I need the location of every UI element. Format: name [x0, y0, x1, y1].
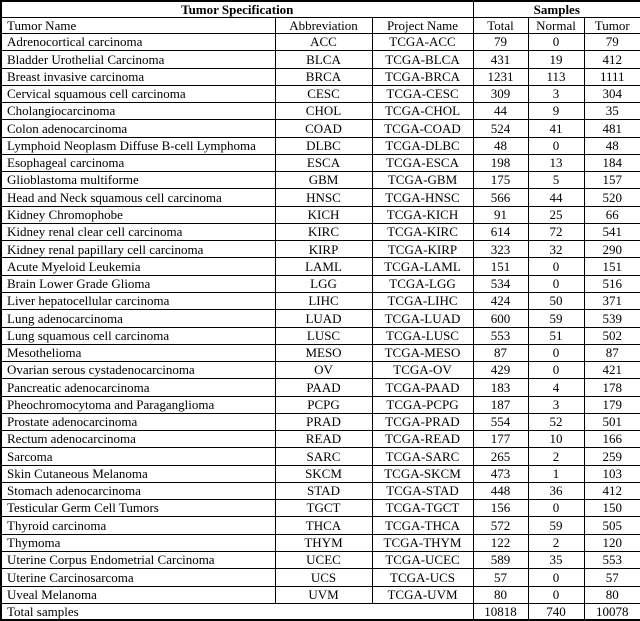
- normal-cell: 0: [528, 275, 584, 292]
- normal-cell: 25: [528, 206, 584, 223]
- project-name-cell: TCGA-BRCA: [372, 68, 473, 85]
- tumor-name-cell: Thyroid carcinoma: [1, 517, 275, 534]
- table-row: [1, 379, 640, 396]
- table-row: [1, 362, 640, 379]
- tumor-cell: 539: [584, 310, 640, 327]
- abbreviation-cell: CESC: [275, 85, 372, 102]
- tumor-name-cell: Thymoma: [1, 534, 275, 551]
- tumor-name-cell: Breast invasive carcinoma: [1, 68, 275, 85]
- total-cell: 265: [473, 448, 528, 465]
- normal-cell: 32: [528, 241, 584, 258]
- normal-cell: 9: [528, 103, 584, 120]
- project-name-cell: TCGA-MESO: [372, 344, 473, 361]
- project-name-cell: TCGA-TGCT: [372, 500, 473, 517]
- tumor-cell: 66: [584, 206, 640, 223]
- tumor-cell: 166: [584, 431, 640, 448]
- table-row: [1, 431, 640, 448]
- table-row: [1, 189, 640, 206]
- tumor-cell: 501: [584, 413, 640, 430]
- abbreviation-cell: GBM: [275, 172, 372, 189]
- normal-cell: 72: [528, 223, 584, 240]
- total-cell: 473: [473, 465, 528, 482]
- total-cell: 553: [473, 327, 528, 344]
- table-row: [1, 310, 640, 327]
- normal-cell: 0: [528, 137, 584, 154]
- abbreviation-cell: LGG: [275, 275, 372, 292]
- normal-cell: 59: [528, 517, 584, 534]
- project-name-cell: TCGA-COAD: [372, 120, 473, 137]
- abbreviation-cell: UCEC: [275, 551, 372, 568]
- normal-cell: 0: [528, 258, 584, 275]
- table-footer: [1, 604, 640, 621]
- tumor-name-cell: Liver hepatocellular carcinoma: [1, 292, 275, 309]
- tumor-name-cell: Uterine Carcinosarcoma: [1, 569, 275, 586]
- tumor-cell: 290: [584, 241, 640, 258]
- total-cell: 151: [473, 258, 528, 275]
- project-name-cell: TCGA-UVM: [372, 586, 473, 604]
- project-name-cell: TCGA-THYM: [372, 534, 473, 551]
- table-row: [1, 448, 640, 465]
- tumor-name-cell: Brain Lower Grade Glioma: [1, 275, 275, 292]
- abbreviation-cell: READ: [275, 431, 372, 448]
- project-name-cell: TCGA-ACC: [372, 34, 473, 51]
- abbreviation-cell: STAD: [275, 482, 372, 499]
- normal-cell: 3: [528, 396, 584, 413]
- total-cell: 80: [473, 586, 528, 604]
- tumor-name-cell: Testicular Germ Cell Tumors: [1, 500, 275, 517]
- normal-cell: 36: [528, 482, 584, 499]
- total-cell: 198: [473, 154, 528, 171]
- abbreviation-cell: SARC: [275, 448, 372, 465]
- table-row: [1, 68, 640, 85]
- table-row: [1, 275, 640, 292]
- total-cell: 79: [473, 34, 528, 51]
- col-header-total: Total: [473, 18, 528, 34]
- tumor-cell: 120: [584, 534, 640, 551]
- tumor-name-cell: Glioblastoma multiforme: [1, 172, 275, 189]
- project-name-cell: TCGA-THCA: [372, 517, 473, 534]
- total-cell: 534: [473, 275, 528, 292]
- abbreviation-cell: BLCA: [275, 51, 372, 68]
- tumor-name-cell: Ovarian serous cystadenocarcinoma: [1, 362, 275, 379]
- table-body: [1, 34, 640, 604]
- tumor-name-cell: Adrenocortical carcinoma: [1, 34, 275, 51]
- total-cell: 448: [473, 482, 528, 499]
- total-cell: 156: [473, 500, 528, 517]
- tumor-cell: 505: [584, 517, 640, 534]
- normal-cell: 1: [528, 465, 584, 482]
- normal-cell: 0: [528, 362, 584, 379]
- project-name-cell: TCGA-READ: [372, 431, 473, 448]
- tumor-cell: 259: [584, 448, 640, 465]
- tumor-cell: 157: [584, 172, 640, 189]
- abbreviation-cell: LUAD: [275, 310, 372, 327]
- table-row: [1, 517, 640, 534]
- total-cell: 91: [473, 206, 528, 223]
- abbreviation-cell: SKCM: [275, 465, 372, 482]
- tumor-name-cell: Head and Neck squamous cell carcinoma: [1, 189, 275, 206]
- project-name-cell: TCGA-LUSC: [372, 327, 473, 344]
- abbreviation-cell: TGCT: [275, 500, 372, 517]
- table-row: [1, 223, 640, 240]
- normal-cell: 0: [528, 586, 584, 604]
- table-row: [1, 154, 640, 171]
- abbreviation-cell: UCS: [275, 569, 372, 586]
- table-row: [1, 292, 640, 309]
- tumor-cell: 80: [584, 586, 640, 604]
- abbreviation-cell: THCA: [275, 517, 372, 534]
- project-name-cell: TCGA-PCPG: [372, 396, 473, 413]
- project-name-cell: TCGA-OV: [372, 362, 473, 379]
- project-name-cell: TCGA-CHOL: [372, 103, 473, 120]
- tumor-name-cell: Lymphoid Neoplasm Diffuse B-cell Lymphoma: [1, 137, 275, 154]
- total-cell: 323: [473, 241, 528, 258]
- table-row: [1, 206, 640, 223]
- total-cell: 554: [473, 413, 528, 430]
- total-cell: 429: [473, 362, 528, 379]
- project-name-cell: TCGA-UCS: [372, 569, 473, 586]
- group-header-samples: Samples: [473, 1, 640, 18]
- total-samples-normal: 740: [528, 604, 584, 621]
- table-row: [1, 241, 640, 258]
- total-cell: 309: [473, 85, 528, 102]
- normal-cell: 59: [528, 310, 584, 327]
- total-cell: 87: [473, 344, 528, 361]
- tumor-cell: 79: [584, 34, 640, 51]
- tumor-cell: 520: [584, 189, 640, 206]
- total-cell: 175: [473, 172, 528, 189]
- abbreviation-cell: LUSC: [275, 327, 372, 344]
- tumor-cell: 412: [584, 482, 640, 499]
- tumor-cell: 57: [584, 569, 640, 586]
- tumor-name-cell: Cervical squamous cell carcinoma: [1, 85, 275, 102]
- table-row: [1, 85, 640, 102]
- group-header-tumor-specification: Tumor Specification: [1, 1, 473, 18]
- tumor-cell: 103: [584, 465, 640, 482]
- tumor-name-cell: Esophageal carcinoma: [1, 154, 275, 171]
- table-row: [1, 51, 640, 68]
- project-name-cell: TCGA-ESCA: [372, 154, 473, 171]
- tumor-cell: 184: [584, 154, 640, 171]
- project-name-cell: TCGA-LUAD: [372, 310, 473, 327]
- tumor-name-cell: Sarcoma: [1, 448, 275, 465]
- total-samples-tumor: 10078: [584, 604, 640, 621]
- table-row: [1, 34, 640, 51]
- normal-cell: 3: [528, 85, 584, 102]
- tumor-name-cell: Uterine Corpus Endometrial Carcinoma: [1, 551, 275, 568]
- tumor-cell: 516: [584, 275, 640, 292]
- table-row: [1, 551, 640, 568]
- normal-cell: 0: [528, 500, 584, 517]
- abbreviation-cell: HNSC: [275, 189, 372, 206]
- total-cell: 600: [473, 310, 528, 327]
- tumor-cell: 179: [584, 396, 640, 413]
- table-header: [1, 1, 640, 34]
- table-row: [1, 396, 640, 413]
- abbreviation-cell: MESO: [275, 344, 372, 361]
- table-row: [1, 482, 640, 499]
- col-header-tumor: Tumor: [584, 18, 640, 34]
- abbreviation-cell: BRCA: [275, 68, 372, 85]
- table-row: [1, 534, 640, 551]
- table-row: [1, 413, 640, 430]
- project-name-cell: TCGA-KICH: [372, 206, 473, 223]
- normal-cell: 52: [528, 413, 584, 430]
- abbreviation-cell: THYM: [275, 534, 372, 551]
- table-row: [1, 120, 640, 137]
- normal-cell: 2: [528, 534, 584, 551]
- project-name-cell: TCGA-CESC: [372, 85, 473, 102]
- tumor-name-cell: Skin Cutaneous Melanoma: [1, 465, 275, 482]
- tumor-name-cell: Kidney renal papillary cell carcinoma: [1, 241, 275, 258]
- tumor-cell: 1111: [584, 68, 640, 85]
- normal-cell: 113: [528, 68, 584, 85]
- tumor-cell: 412: [584, 51, 640, 68]
- project-name-cell: TCGA-SKCM: [372, 465, 473, 482]
- col-header-normal: Normal: [528, 18, 584, 34]
- abbreviation-cell: LIHC: [275, 292, 372, 309]
- project-name-cell: TCGA-LGG: [372, 275, 473, 292]
- abbreviation-cell: PAAD: [275, 379, 372, 396]
- project-name-cell: TCGA-KIRP: [372, 241, 473, 258]
- project-name-cell: TCGA-UCEC: [372, 551, 473, 568]
- tumor-name-cell: Uveal Melanoma: [1, 586, 275, 604]
- project-name-cell: TCGA-LAML: [372, 258, 473, 275]
- total-cell: 566: [473, 189, 528, 206]
- tumor-cell: 371: [584, 292, 640, 309]
- tumor-cell: 48: [584, 137, 640, 154]
- tumor-cell: 304: [584, 85, 640, 102]
- tumor-cell: 87: [584, 344, 640, 361]
- normal-cell: 0: [528, 344, 584, 361]
- total-cell: 431: [473, 51, 528, 68]
- tumor-cell: 150: [584, 500, 640, 517]
- abbreviation-cell: ESCA: [275, 154, 372, 171]
- table-row: [1, 103, 640, 120]
- table-row: [1, 327, 640, 344]
- normal-cell: 41: [528, 120, 584, 137]
- abbreviation-cell: DLBC: [275, 137, 372, 154]
- tumor-cell: 502: [584, 327, 640, 344]
- total-cell: 572: [473, 517, 528, 534]
- total-cell: 122: [473, 534, 528, 551]
- table-row: [1, 500, 640, 517]
- tumor-name-cell: Pancreatic adenocarcinoma: [1, 379, 275, 396]
- normal-cell: 10: [528, 431, 584, 448]
- total-cell: 48: [473, 137, 528, 154]
- normal-cell: 0: [528, 34, 584, 51]
- project-name-cell: TCGA-LIHC: [372, 292, 473, 309]
- project-name-cell: TCGA-BLCA: [372, 51, 473, 68]
- total-samples-row: [1, 604, 640, 621]
- table-row: [1, 172, 640, 189]
- tumor-name-cell: Kidney renal clear cell carcinoma: [1, 223, 275, 240]
- abbreviation-cell: COAD: [275, 120, 372, 137]
- abbreviation-cell: ACC: [275, 34, 372, 51]
- tumor-cell: 35: [584, 103, 640, 120]
- total-cell: 183: [473, 379, 528, 396]
- table-row: [1, 586, 640, 604]
- normal-cell: 0: [528, 569, 584, 586]
- normal-cell: 44: [528, 189, 584, 206]
- total-cell: 1231: [473, 68, 528, 85]
- tumor-cell: 178: [584, 379, 640, 396]
- abbreviation-cell: CHOL: [275, 103, 372, 120]
- column-header-row: [1, 18, 640, 34]
- abbreviation-cell: KIRP: [275, 241, 372, 258]
- abbreviation-cell: PRAD: [275, 413, 372, 430]
- total-samples-label: Total samples: [1, 604, 473, 621]
- col-header-project-name: Project Name: [372, 18, 473, 34]
- normal-cell: 35: [528, 551, 584, 568]
- table-row: [1, 258, 640, 275]
- abbreviation-cell: KICH: [275, 206, 372, 223]
- tumor-name-cell: Cholangiocarcinoma: [1, 103, 275, 120]
- tumor-name-cell: Lung adenocarcinoma: [1, 310, 275, 327]
- project-name-cell: TCGA-HNSC: [372, 189, 473, 206]
- abbreviation-cell: OV: [275, 362, 372, 379]
- group-header-row: [1, 1, 640, 18]
- normal-cell: 2: [528, 448, 584, 465]
- normal-cell: 50: [528, 292, 584, 309]
- project-name-cell: TCGA-GBM: [372, 172, 473, 189]
- tumor-cell: 481: [584, 120, 640, 137]
- tumor-name-cell: Bladder Urothelial Carcinoma: [1, 51, 275, 68]
- project-name-cell: TCGA-SARC: [372, 448, 473, 465]
- project-name-cell: TCGA-KIRC: [372, 223, 473, 240]
- total-cell: 589: [473, 551, 528, 568]
- tumor-cell: 151: [584, 258, 640, 275]
- total-cell: 524: [473, 120, 528, 137]
- tumor-cell: 553: [584, 551, 640, 568]
- abbreviation-cell: KIRC: [275, 223, 372, 240]
- normal-cell: 5: [528, 172, 584, 189]
- total-samples-total: 10818: [473, 604, 528, 621]
- tumor-name-cell: Kidney Chromophobe: [1, 206, 275, 223]
- tumor-name-cell: Stomach adenocarcinoma: [1, 482, 275, 499]
- abbreviation-cell: UVM: [275, 586, 372, 604]
- project-name-cell: TCGA-DLBC: [372, 137, 473, 154]
- abbreviation-cell: LAML: [275, 258, 372, 275]
- total-cell: 177: [473, 431, 528, 448]
- normal-cell: 19: [528, 51, 584, 68]
- project-name-cell: TCGA-PRAD: [372, 413, 473, 430]
- table-row: [1, 569, 640, 586]
- project-name-cell: TCGA-PAAD: [372, 379, 473, 396]
- col-header-tumor-name: Tumor Name: [1, 18, 275, 34]
- table-row: [1, 137, 640, 154]
- normal-cell: 13: [528, 154, 584, 171]
- tumor-name-cell: Pheochromocytoma and Paraganglioma: [1, 396, 275, 413]
- table-row: [1, 344, 640, 361]
- tumor-name-cell: Rectum adenocarcinoma: [1, 431, 275, 448]
- total-cell: 187: [473, 396, 528, 413]
- table-row: [1, 465, 640, 482]
- tumor-name-cell: Acute Myeloid Leukemia: [1, 258, 275, 275]
- tumor-name-cell: Prostate adenocarcinoma: [1, 413, 275, 430]
- total-cell: 614: [473, 223, 528, 240]
- total-cell: 57: [473, 569, 528, 586]
- col-header-abbreviation: Abbreviation: [275, 18, 372, 34]
- tumor-name-cell: Mesothelioma: [1, 344, 275, 361]
- tumor-name-cell: Colon adenocarcinoma: [1, 120, 275, 137]
- normal-cell: 51: [528, 327, 584, 344]
- project-name-cell: TCGA-STAD: [372, 482, 473, 499]
- total-cell: 44: [473, 103, 528, 120]
- tumor-cell: 541: [584, 223, 640, 240]
- tumor-cell: 421: [584, 362, 640, 379]
- abbreviation-cell: PCPG: [275, 396, 372, 413]
- tumor-name-cell: Lung squamous cell carcinoma: [1, 327, 275, 344]
- total-cell: 424: [473, 292, 528, 309]
- normal-cell: 4: [528, 379, 584, 396]
